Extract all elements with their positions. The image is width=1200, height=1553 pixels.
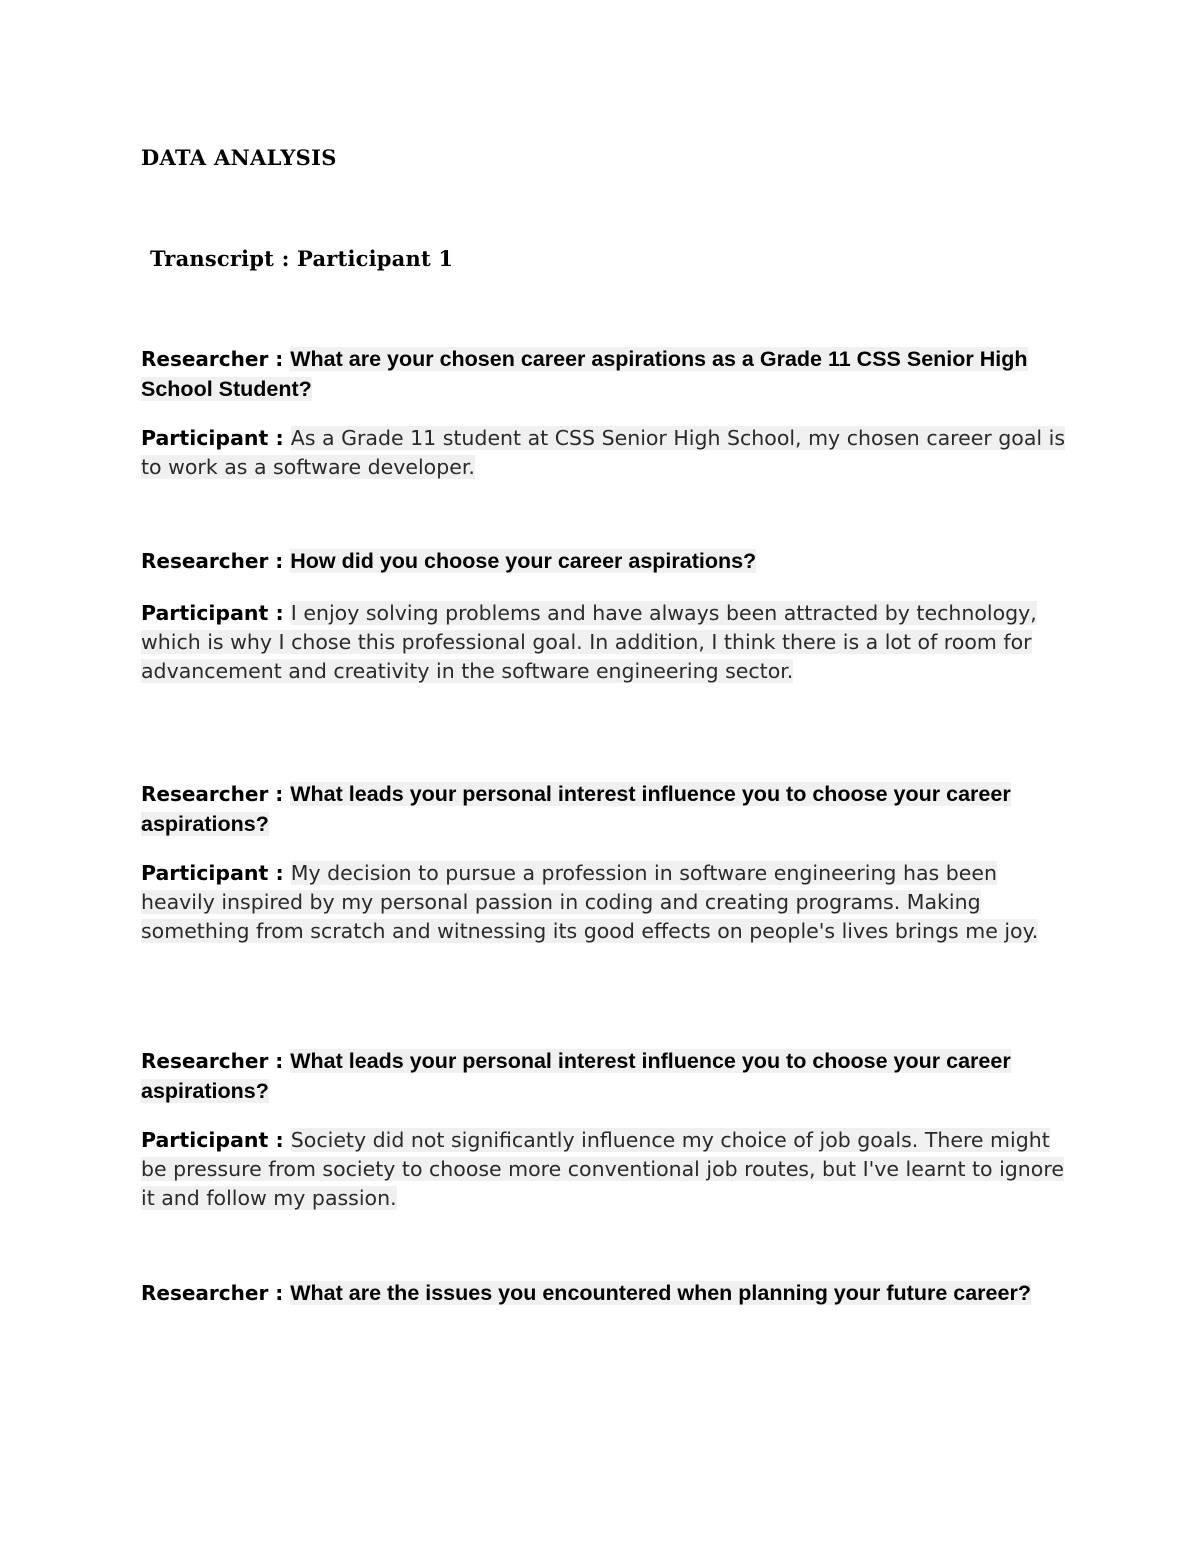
question-text: What are your chosen career aspirations as a Grade 11 CSS Senior High School Student? bbox=[141, 347, 1028, 401]
document-title: DATA ANALYSIS bbox=[141, 145, 337, 170]
researcher-label: Researcher : bbox=[141, 1049, 291, 1073]
transcript-title: Transcript : Participant 1 bbox=[150, 246, 454, 271]
researcher-label: Researcher : bbox=[141, 1281, 291, 1305]
participant-label: Participant : bbox=[141, 1128, 291, 1152]
researcher-question-3 bbox=[141, 779, 1071, 839]
researcher-label: Researcher : bbox=[141, 549, 291, 573]
participant-label: Participant : bbox=[141, 426, 291, 450]
question-text: What leads your personal interest influence you to choose your career aspirations? bbox=[141, 782, 1011, 836]
researcher-label: Researcher : bbox=[141, 782, 291, 806]
researcher-label: Researcher : bbox=[141, 347, 291, 371]
participant-answer-1 bbox=[141, 424, 1071, 482]
question-text: How did you choose your career aspirations? bbox=[290, 549, 757, 573]
participant-label: Participant : bbox=[141, 861, 291, 885]
researcher-question-2 bbox=[141, 546, 1071, 576]
answer-text: My decision to pursue a profession in software engineering has been heavily inspired by my personal passion in coding and creating programs. Making something from scratch and witnessing its good effects on people's lives brings me joy. bbox=[141, 861, 1039, 943]
researcher-question-4 bbox=[141, 1046, 1071, 1106]
researcher-question-5 bbox=[141, 1278, 1071, 1308]
participant-answer-4 bbox=[141, 1126, 1071, 1213]
participant-answer-3 bbox=[141, 859, 1071, 946]
participant-label: Participant : bbox=[141, 601, 291, 625]
researcher-question-1 bbox=[141, 344, 1071, 404]
answer-text: Society did not significantly influence my choice of job goals. There might be pressure from society to choose more conventional job routes, but I've learnt to ignore it and follow my passion. bbox=[141, 1128, 1064, 1210]
participant-answer-2 bbox=[141, 599, 1071, 686]
answer-text: I enjoy solving problems and have always been attracted by technology, which is why I chose this professional goal. In addition, I think there is a lot of room for advancement and creativity in the software engineering sector. bbox=[141, 601, 1037, 683]
question-text: What leads your personal interest influence you to choose your career aspirations? bbox=[141, 1049, 1011, 1103]
answer-text: As a Grade 11 student at CSS Senior High School, my chosen career goal is to work as a software developer. bbox=[141, 426, 1066, 479]
question-text: What are the issues you encountered when planning your future career? bbox=[290, 1281, 1031, 1305]
